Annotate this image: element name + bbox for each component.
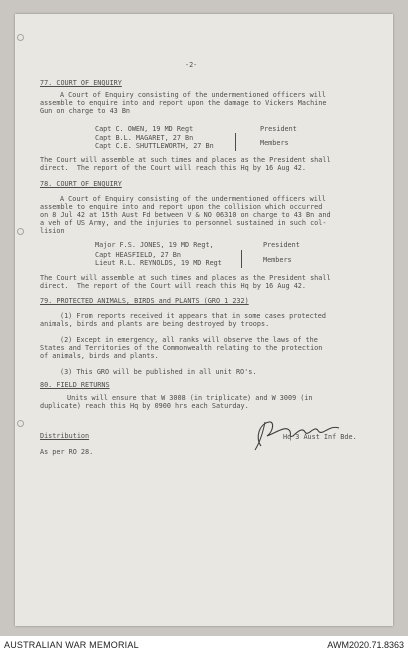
section-79-heading: 79. PROTECTED ANIMALS, BIRDS and PLANTS (GRO 1 232) (40, 297, 249, 305)
punch-hole-mark (17, 228, 24, 235)
section-79-text: (2) Except in emergency, all ranks will observe the laws of the (60, 336, 318, 344)
signatory: Hq 3 Aust Inf Bde. (283, 433, 357, 441)
section-77-text: A Court of Enquiry consisting of the undermentioned officers will (60, 91, 326, 99)
archive-footer (0, 636, 408, 653)
member-name: Capt C.E. SHUTTLEWORTH, 27 Bn (95, 142, 214, 150)
distribution-label: Distribution (40, 432, 90, 440)
page-number: -2- (185, 61, 198, 69)
member-name: Capt B.L. MAGARET, 27 Bn (95, 134, 194, 142)
document-page (15, 14, 393, 626)
section-79-text: of animals, birds and plants. (40, 352, 159, 360)
section-79-text: (3) This GRO will be published in all unit RO's. (60, 368, 257, 376)
section-80-text: Units will ensure that W 3008 (in triplicate) and W 3009 (in (67, 394, 313, 402)
section-78-text: a veh of US Army, and the injuries to personnel sustained in such col- (40, 219, 327, 227)
section-78-text: lision (40, 227, 65, 235)
handwritten-signature (247, 412, 347, 452)
member-role: President (260, 125, 297, 133)
punch-hole-mark (17, 34, 24, 41)
section-78-heading: 78. COURT OF ENQUIRY (40, 180, 122, 188)
section-78-text: on 8 Jul 42 at 15th Aust Fd between V & NO 06310 on charge to 43 Bn and (40, 211, 331, 219)
archive-name: AUSTRALIAN WAR MEMORIAL (4, 640, 139, 650)
member-name: Lieut R.L. REYNOLDS, 19 MD Regt (95, 259, 222, 267)
section-77-heading: 77. COURT OF ENQUIRY (40, 79, 122, 87)
section-78-text: direct. The report of the Court will reach this Hq by 16 Aug 42. (40, 282, 306, 290)
section-79-text: States and Territories of the Commonwealth relating to the protection (40, 344, 323, 352)
section-77-text: direct. The report of the Court will reach this Hq by 16 Aug 42. (40, 164, 306, 172)
section-78-text: assemble to enquire into and report upon the collision which occurred (40, 203, 323, 211)
section-78-text: The Court will assemble at such times and places as the President shall (40, 274, 331, 282)
distribution-value: As per RO 28. (40, 448, 94, 456)
bracket (235, 133, 236, 151)
punch-hole-mark (17, 420, 24, 427)
section-78-text: A Court of Enquiry consisting of the undermentioned officers will (60, 195, 326, 203)
section-80-heading: 80. FIELD RETURNS (40, 381, 110, 389)
member-role: President (263, 241, 300, 249)
member-name: Capt C. OWEN, 19 MD Regt (95, 125, 194, 133)
member-role: Members (263, 256, 292, 264)
member-role: Members (260, 139, 289, 147)
section-79-text: (1) From reports received it appears that in some cases protected (60, 312, 326, 320)
member-name: Major F.S. JONES, 19 MD Regt, (95, 241, 214, 249)
bracket (241, 250, 242, 268)
archive-reference: AWM2020.71.8363 (327, 640, 404, 650)
section-80-text: duplicate) reach this Hq by 0900 hrs each Saturday. (40, 402, 249, 410)
section-79-text: animals, birds and plants are being destroyed by troops. (40, 320, 270, 328)
member-name: Capt HEASFIELD, 27 Bn (95, 251, 181, 259)
section-77-text: Gun on charge to 43 Bn (40, 107, 131, 115)
section-77-text: assemble to enquire into and report upon the damage to Vickers Machine (40, 99, 327, 107)
section-77-text: The Court will assemble at such times and places as the President shall (40, 156, 331, 164)
